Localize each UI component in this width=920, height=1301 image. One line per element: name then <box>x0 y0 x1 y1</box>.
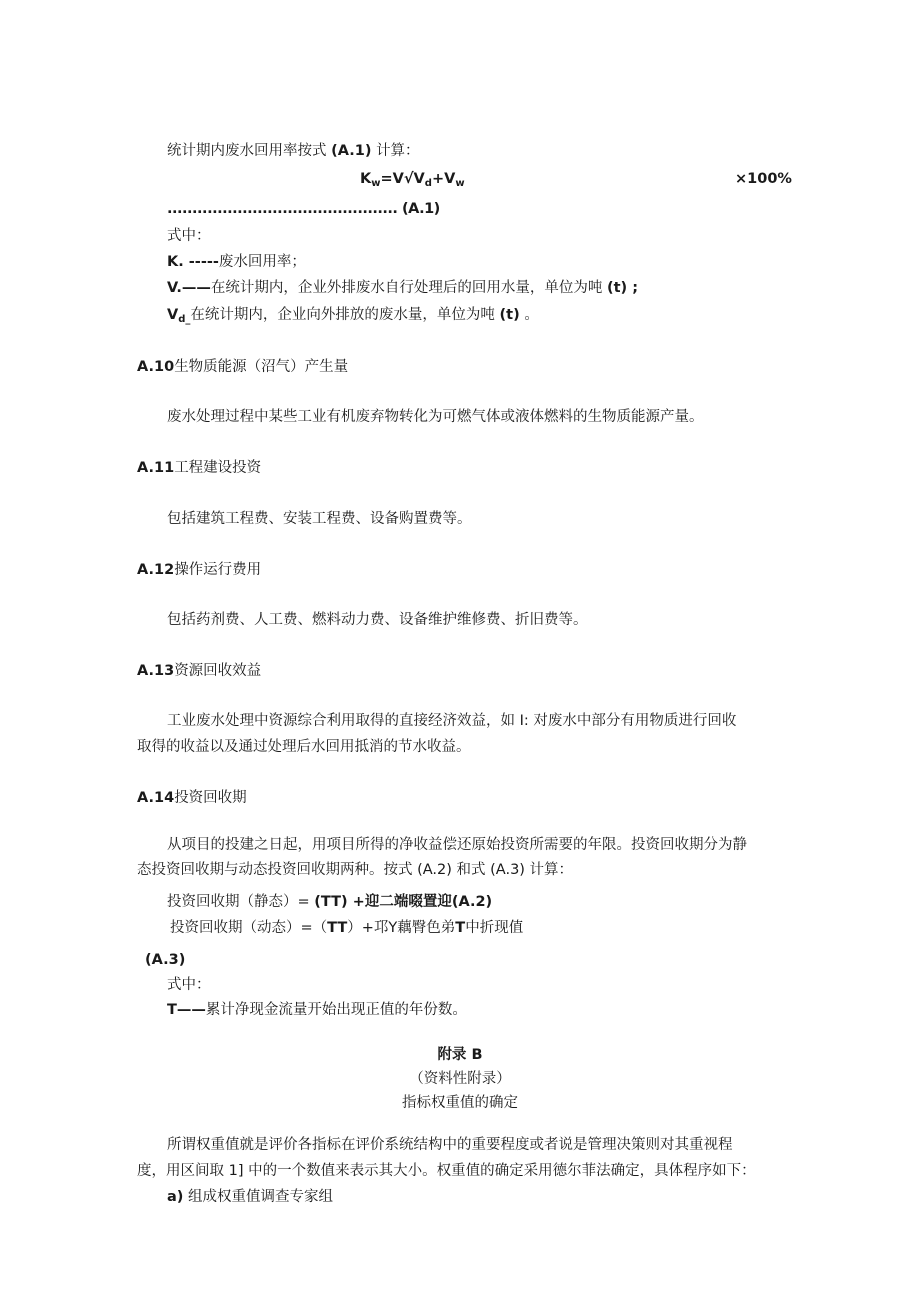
list-item-text: 组成权重值调查专家组 <box>188 1189 334 1205</box>
formula-vd-sub: d <box>424 178 432 189</box>
formula-factor: ×100% <box>735 171 792 187</box>
def-t <box>167 1000 467 1020</box>
def-vd-end: 。 <box>524 307 539 323</box>
section-num: A.10 <box>137 359 175 375</box>
payback-dynamic-tail: 中折现值 <box>465 920 524 936</box>
payback-static <box>167 892 492 912</box>
section-body: 包括建筑工程费、安装工程费、设备购置费等。 <box>167 511 472 527</box>
def-vd <box>167 305 539 330</box>
intro-tail: 计算： <box>376 143 420 159</box>
def-vd-text: 在统计期内，企业向外排放的废水量，单位为吨 <box>190 307 495 323</box>
section-title: 操作运行费用 <box>174 562 262 578</box>
def-k-symbol: K. ----- <box>167 254 219 270</box>
payback-dynamic-label: 投资回收期（动态）=（ <box>170 920 328 936</box>
payback-static-label: 投资回收期（静态）= <box>167 894 310 910</box>
formula-eq: =V√V <box>380 171 425 187</box>
appendix-sub: （资料性附录） <box>409 1071 511 1087</box>
section-body-line: 态投资回收期与动态投资回收期两种。按式 (A.2) 和式 (A.3) 计算： <box>137 862 574 878</box>
payback-dynamic <box>170 918 523 938</box>
where-label: 式中： <box>167 228 211 244</box>
section-num: A.11 <box>137 460 175 476</box>
formula-dots: .............................................. <box>167 201 398 217</box>
def-v-text: 在统计期内，企业外排废水自行处理后的回用水量，单位为吨 <box>210 280 603 296</box>
list-item-a <box>167 1187 333 1207</box>
payback-static-expr: (TT) +迎二端啜置迎(A.2) <box>314 894 493 910</box>
formula-k-sub: w <box>371 178 381 189</box>
def-t-symbol: T—— <box>167 1002 206 1018</box>
def-vd-symbol: V <box>167 307 179 323</box>
section-body: 废水处理过程中某些工业有机废弃物转化为可燃气体或液体燃料的生物质能源产量。 <box>167 409 704 425</box>
intro-text: 统计期内废水回用率按式 <box>167 143 327 159</box>
section-body: 包括药剂费、人工费、燃料动力费、设备维护维修费、折旧费等。 <box>167 612 588 628</box>
para-b-line: 所谓权重值就是评价各指标在评价系统结构中的重要程度或者说是管理决策则对其重视程 <box>167 1137 733 1153</box>
appendix-label: 附录 B <box>437 1047 483 1063</box>
section-title: 投资回收期 <box>174 790 247 806</box>
section-body-line: 工业废水处理中资源综合利用取得的直接经济效益，如 I: 对废水中部分有用物质进行回收 <box>167 713 737 729</box>
payback-ref3: (A.3) <box>145 952 186 968</box>
def-v <box>167 278 638 298</box>
formula-leader <box>167 199 440 219</box>
def-k <box>167 252 306 272</box>
payback-where: 式中： <box>167 977 211 993</box>
para-b-line: 度，用区间取 1] 中的一个数值来表示其大小。权重值的确定采用德尔菲法确定，具体程序如下： <box>137 1163 756 1179</box>
section-heading <box>137 560 261 580</box>
section-body-line: 从项目的投建之日起，用项目所得的净收益偿还原始投资所需要的年限。投资回收期分为静 <box>167 837 747 853</box>
section-heading <box>137 357 348 377</box>
section-num: A.13 <box>137 663 175 679</box>
section-num: A.12 <box>137 562 175 578</box>
formula-plus: +V <box>431 171 456 187</box>
section-heading <box>137 458 261 478</box>
intro-line <box>167 141 420 161</box>
section-title: 资源回收效益 <box>174 663 262 679</box>
def-v-unit: (t) ; <box>606 280 639 296</box>
appendix-title: 指标权重值的确定 <box>402 1095 518 1111</box>
def-v-symbol: V.—— <box>167 280 211 296</box>
payback-dynamic-mid: ）+邛Y藕臀色弟 <box>347 920 456 936</box>
section-body-line: 取得的收益以及通过处理后水回用抵消的节水收益。 <box>137 739 471 755</box>
def-t-text: 累计净现金流量开始出现正值的年份数。 <box>205 1002 467 1018</box>
formula-vw-sub: w <box>455 178 465 189</box>
section-title: 生物质能源（沼气）产生量 <box>174 359 349 375</box>
formula-ref: (A.1) <box>401 201 440 217</box>
section-heading <box>137 661 261 681</box>
section-heading <box>137 788 247 808</box>
formula-k: K <box>360 171 372 187</box>
section-title: 工程建设投资 <box>174 460 262 476</box>
list-item-marker: a) <box>167 1189 184 1205</box>
def-vd-unit: (t) <box>499 307 520 323</box>
payback-dynamic-tt: TT <box>327 920 348 936</box>
def-vd-sub: d_ <box>178 314 191 325</box>
payback-dynamic-t: T <box>455 920 466 936</box>
def-k-text: 废水回用率； <box>218 254 306 270</box>
formula-a1 <box>360 169 465 194</box>
intro-ref: (A.1) <box>331 143 372 159</box>
section-num: A.14 <box>137 790 175 806</box>
